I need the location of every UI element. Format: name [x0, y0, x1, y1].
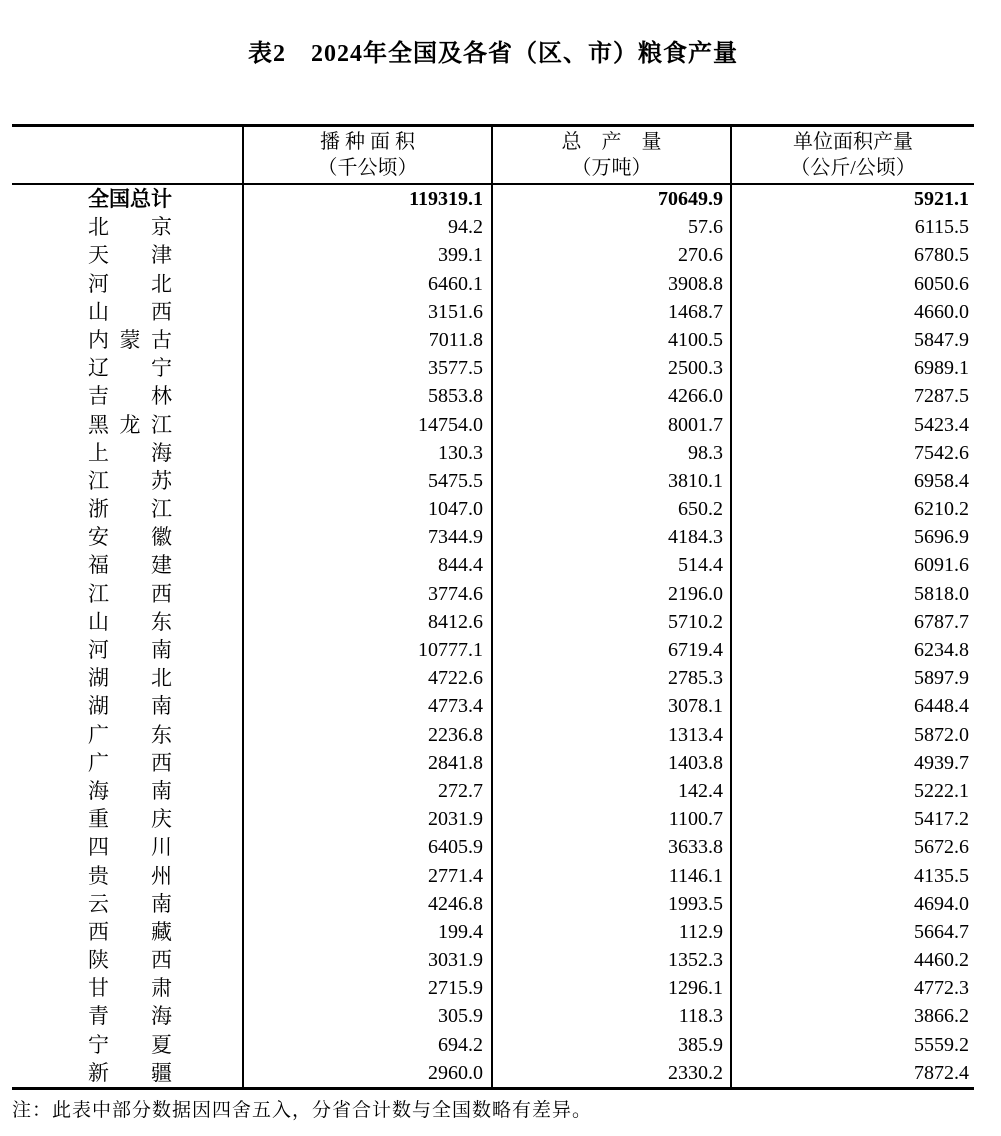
- total-output-cell: 3078.1: [491, 692, 730, 720]
- header-unit-yield-unit: （公斤/公顷）: [790, 157, 916, 179]
- sown-area-cell: 272.7: [242, 777, 491, 805]
- total-output-cell: 1313.4: [491, 721, 730, 749]
- sown-area-cell: 4722.6: [242, 664, 491, 692]
- sown-area-cell: 399.1: [242, 241, 491, 269]
- total-output-cell: 1993.5: [491, 890, 730, 918]
- region-cell: [12, 749, 242, 777]
- sown-area-cell: 3031.9: [242, 946, 491, 974]
- unit-yield-cell: 6091.6: [730, 551, 974, 579]
- total-output-cell: 112.9: [491, 918, 730, 946]
- header-total-output-unit: （万吨）: [571, 157, 652, 179]
- region-name: 湖南: [88, 694, 172, 719]
- region-name: 青海: [88, 1004, 172, 1029]
- sown-area-cell: 2771.4: [242, 862, 491, 890]
- region-cell: [12, 580, 242, 608]
- region-name: 甘肃: [88, 976, 172, 1001]
- total-output-cell: 2196.0: [491, 580, 730, 608]
- region-name: 西藏: [88, 919, 172, 944]
- region-cell: [12, 721, 242, 749]
- total-output-cell: 8001.7: [491, 411, 730, 439]
- region-name: 黑龙江: [88, 412, 172, 437]
- unit-yield-cell: 7872.4: [730, 1059, 974, 1087]
- unit-yield-cell: 5672.6: [730, 833, 974, 861]
- sown-area-cell: 8412.6: [242, 608, 491, 636]
- total-output-cell: 514.4: [491, 551, 730, 579]
- table-row: [12, 749, 974, 777]
- total-output-cell: 4266.0: [491, 382, 730, 410]
- table-row: [12, 692, 974, 720]
- total-output-cell: 1296.1: [491, 974, 730, 1002]
- region-cell: [12, 1059, 242, 1087]
- table-row: [12, 890, 974, 918]
- sown-area-cell: 2715.9: [242, 974, 491, 1002]
- sown-area-cell: 5853.8: [242, 382, 491, 410]
- unit-yield-cell: 5222.1: [730, 777, 974, 805]
- table-row: [12, 608, 974, 636]
- total-output-cell: 1100.7: [491, 805, 730, 833]
- table-row: [12, 1059, 974, 1087]
- region-cell: [12, 862, 242, 890]
- unit-yield-cell: 4460.2: [730, 946, 974, 974]
- table-row: [12, 1031, 974, 1059]
- region-cell: [12, 1031, 242, 1059]
- table-row: [12, 580, 974, 608]
- sown-area-cell: 14754.0: [242, 411, 491, 439]
- region-cell: [12, 298, 242, 326]
- region-name: 天津: [88, 243, 172, 268]
- table-header-row: [12, 127, 974, 185]
- region-name: 河南: [88, 638, 172, 662]
- sown-area-cell: 7344.9: [242, 523, 491, 551]
- region-name: 北京: [88, 215, 172, 240]
- region-name: 广西: [88, 750, 172, 775]
- table-row: [12, 298, 974, 326]
- sown-area-cell: 199.4: [242, 918, 491, 946]
- region-cell: [12, 354, 242, 382]
- total-output-cell: 270.6: [491, 241, 730, 269]
- region-name: 吉林: [88, 384, 172, 409]
- table-row: [12, 833, 974, 861]
- table-row: [12, 664, 974, 692]
- unit-yield-cell: 4772.3: [730, 974, 974, 1002]
- total-output-cell: 3908.8: [491, 270, 730, 298]
- total-output-cell: 118.3: [491, 1002, 730, 1030]
- region-cell: [12, 241, 242, 269]
- region-cell: [12, 918, 242, 946]
- region-name: 陕西: [88, 948, 172, 973]
- unit-yield-cell: 6780.5: [730, 241, 974, 269]
- header-unit-yield-label: 单位面积产量: [793, 131, 913, 153]
- region-cell: [12, 213, 242, 241]
- sown-area-cell: 4246.8: [242, 890, 491, 918]
- region-name: 河北: [88, 271, 172, 296]
- table-row: [12, 974, 974, 1002]
- region-name: 重庆: [88, 807, 172, 832]
- sown-area-cell: 7011.8: [242, 326, 491, 354]
- unit-yield-cell: 4660.0: [730, 298, 974, 326]
- sown-area-cell: 2236.8: [242, 721, 491, 749]
- region-cell: [12, 833, 242, 861]
- header-total-output-label: 总 产 量: [561, 131, 662, 153]
- region-cell: [12, 523, 242, 551]
- table-row: [12, 551, 974, 579]
- total-output-cell: 385.9: [491, 1031, 730, 1059]
- region-name: 广东: [88, 722, 172, 747]
- region-cell: [12, 805, 242, 833]
- sown-area-cell: 305.9: [242, 1002, 491, 1030]
- unit-yield-cell: 5423.4: [730, 411, 974, 439]
- region-name: 浙江: [88, 497, 172, 522]
- unit-yield-cell: 4939.7: [730, 749, 974, 777]
- table-row: [12, 354, 974, 382]
- region-name: 江苏: [88, 468, 172, 493]
- header-sown-area-label: 播 种 面 积: [320, 131, 415, 153]
- unit-yield-cell: 5847.9: [730, 326, 974, 354]
- table-row: [12, 241, 974, 269]
- region-name: 内蒙古: [88, 327, 172, 352]
- grain-production-table: [12, 124, 974, 1090]
- table-row: [12, 495, 974, 523]
- region-name: 全国总计: [88, 187, 172, 211]
- table-row: [12, 411, 974, 439]
- table-row: [12, 382, 974, 410]
- sown-area-cell: 844.4: [242, 551, 491, 579]
- sown-area-cell: 3151.6: [242, 298, 491, 326]
- sown-area-cell: 3774.6: [242, 580, 491, 608]
- total-output-cell: 5710.2: [491, 608, 730, 636]
- total-output-cell: 2785.3: [491, 664, 730, 692]
- table-row: [12, 439, 974, 467]
- sown-area-cell: 694.2: [242, 1031, 491, 1059]
- unit-yield-cell: 6050.6: [730, 270, 974, 298]
- unit-yield-cell: 7287.5: [730, 382, 974, 410]
- total-output-cell: 3810.1: [491, 467, 730, 495]
- sown-area-cell: 2960.0: [242, 1059, 491, 1087]
- region-cell: [12, 777, 242, 805]
- table-row: [12, 270, 974, 298]
- table-row: [12, 636, 974, 664]
- region-cell: [12, 636, 242, 664]
- region-cell: [12, 270, 242, 298]
- region-name: 宁夏: [88, 1032, 172, 1057]
- region-cell: [12, 1002, 242, 1030]
- total-output-cell: 2500.3: [491, 354, 730, 382]
- table-body: [12, 185, 974, 1087]
- region-cell: [12, 946, 242, 974]
- region-name: 新疆: [88, 1060, 172, 1085]
- total-output-cell: 1352.3: [491, 946, 730, 974]
- table-row: [12, 326, 974, 354]
- unit-yield-cell: 4694.0: [730, 890, 974, 918]
- total-output-cell: 1468.7: [491, 298, 730, 326]
- table-row: [12, 467, 974, 495]
- region-name: 山东: [88, 609, 172, 634]
- region-cell: [12, 608, 242, 636]
- sown-area-cell: 10777.1: [242, 636, 491, 664]
- sown-area-cell: 119319.1: [242, 185, 491, 213]
- total-output-cell: 650.2: [491, 495, 730, 523]
- sown-area-cell: 1047.0: [242, 495, 491, 523]
- unit-yield-cell: 6448.4: [730, 692, 974, 720]
- total-output-cell: 2330.2: [491, 1059, 730, 1087]
- table-title: 表2 2024年全国及各省（区、市）粮食产量: [248, 41, 738, 67]
- region-cell: [12, 439, 242, 467]
- sown-area-cell: 130.3: [242, 439, 491, 467]
- unit-yield-cell: 5559.2: [730, 1031, 974, 1059]
- region-cell: [12, 326, 242, 354]
- unit-yield-cell: 6989.1: [730, 354, 974, 382]
- sown-area-cell: 2031.9: [242, 805, 491, 833]
- region-name: 四川: [88, 835, 172, 860]
- region-cell: [12, 411, 242, 439]
- region-cell: [12, 974, 242, 1002]
- unit-yield-cell: 3866.2: [730, 1002, 974, 1030]
- table-row: [12, 721, 974, 749]
- total-output-cell: 1146.1: [491, 862, 730, 890]
- region-name: 湖北: [88, 666, 172, 691]
- unit-yield-cell: 6115.5: [730, 213, 974, 241]
- unit-yield-cell: 5696.9: [730, 523, 974, 551]
- sown-area-cell: 94.2: [242, 213, 491, 241]
- header-unit-yield: [730, 127, 974, 183]
- header-total-output: [491, 127, 730, 183]
- region-cell: [12, 664, 242, 692]
- table-row: [12, 185, 974, 213]
- unit-yield-cell: 7542.6: [730, 439, 974, 467]
- total-output-cell: 6719.4: [491, 636, 730, 664]
- region-name: 云南: [88, 891, 172, 916]
- region-cell: [12, 890, 242, 918]
- table-row: [12, 1002, 974, 1030]
- region-name: 辽宁: [88, 356, 172, 381]
- sown-area-cell: 3577.5: [242, 354, 491, 382]
- total-output-cell: 4100.5: [491, 326, 730, 354]
- unit-yield-cell: 5818.0: [730, 580, 974, 608]
- header-sown-area-unit: （千公顷）: [317, 157, 418, 179]
- table-row: [12, 805, 974, 833]
- region-name: 福建: [88, 553, 172, 578]
- region-name: 上海: [88, 440, 172, 465]
- table-row: [12, 918, 974, 946]
- table-row: [12, 213, 974, 241]
- sown-area-cell: 4773.4: [242, 692, 491, 720]
- region-name: 海南: [88, 778, 172, 803]
- header-region: [12, 127, 242, 183]
- unit-yield-cell: 6787.7: [730, 608, 974, 636]
- total-output-cell: 1403.8: [491, 749, 730, 777]
- region-cell: [12, 382, 242, 410]
- sown-area-cell: 2841.8: [242, 749, 491, 777]
- unit-yield-cell: 5417.2: [730, 805, 974, 833]
- sown-area-cell: 6405.9: [242, 833, 491, 861]
- unit-yield-cell: 6210.2: [730, 495, 974, 523]
- sown-area-cell: 6460.1: [242, 270, 491, 298]
- region-cell: [12, 551, 242, 579]
- unit-yield-cell: 5921.1: [730, 185, 974, 213]
- total-output-cell: 57.6: [491, 213, 730, 241]
- table-footnote: 注：此表中部分数据因四舍五入，分省合计数与全国数略有差异。: [12, 1100, 593, 1121]
- unit-yield-cell: 5664.7: [730, 918, 974, 946]
- region-name: 江西: [88, 581, 172, 606]
- table-row: [12, 862, 974, 890]
- region-name: 山西: [88, 299, 172, 324]
- table-row: [12, 523, 974, 551]
- unit-yield-cell: 6234.8: [730, 636, 974, 664]
- header-sown-area: [242, 127, 491, 183]
- total-output-cell: 142.4: [491, 777, 730, 805]
- total-output-cell: 4184.3: [491, 523, 730, 551]
- region-cell: [12, 185, 242, 213]
- sown-area-cell: 5475.5: [242, 467, 491, 495]
- total-output-cell: 3633.8: [491, 833, 730, 861]
- total-output-cell: 98.3: [491, 439, 730, 467]
- region-name: 贵州: [88, 863, 172, 888]
- region-cell: [12, 467, 242, 495]
- unit-yield-cell: 6958.4: [730, 467, 974, 495]
- total-output-cell: 70649.9: [491, 185, 730, 213]
- region-cell: [12, 495, 242, 523]
- unit-yield-cell: 4135.5: [730, 862, 974, 890]
- unit-yield-cell: 5897.9: [730, 664, 974, 692]
- table-row: [12, 946, 974, 974]
- region-name: 安徽: [88, 525, 172, 550]
- table-row: [12, 777, 974, 805]
- unit-yield-cell: 5872.0: [730, 721, 974, 749]
- region-cell: [12, 692, 242, 720]
